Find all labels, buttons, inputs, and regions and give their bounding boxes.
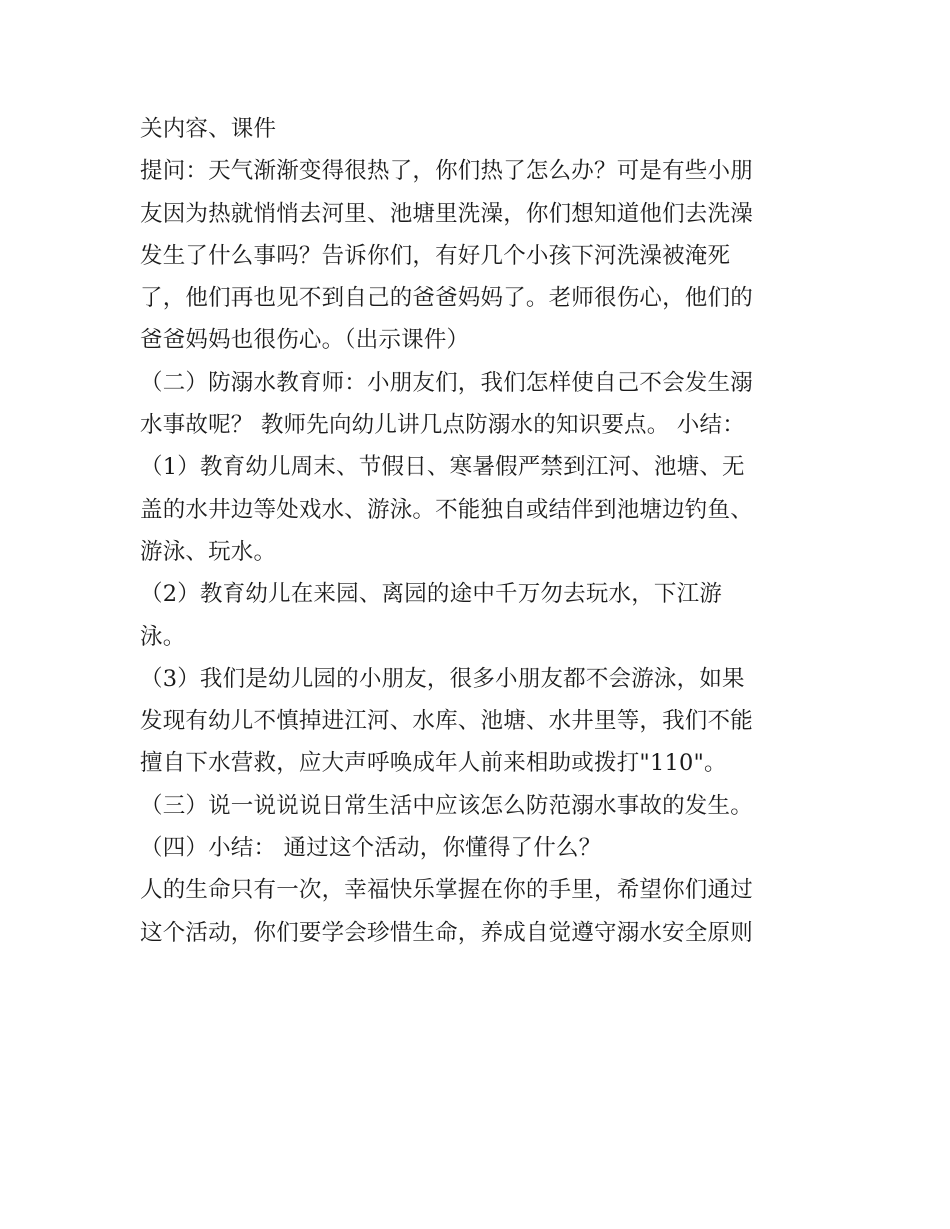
text-line: （三）说一说说说日常生活中应该怎么防范溺水事故的发生。 [140,792,753,819]
text-line: 擅自下水营救，应大声呼唤成年人前来相助或拨打"110"。 [140,750,727,777]
text-line: 游泳、玩水。 [140,538,277,565]
text-line: 发生了什么事吗？告诉你们，有好几个小孩下河洗澡被淹死 [140,242,731,269]
text-line: 人的生命只有一次，幸福快乐掌握在你的手里，希望你们通过 [140,877,753,904]
text-line: 提问：天气渐渐变得很热了，你们热了怎么办？可是有些小朋 [140,158,753,185]
text-line: 泳。 [140,623,186,650]
text-line: （1）教育幼儿周末、节假日、寒暑假严禁到江河、池塘、无 [140,454,745,481]
document-body [140,108,820,954]
text-line: 友因为热就悄悄去河里、池塘里洗澡，你们想知道他们去洗澡 [140,200,753,227]
text-line: 关内容、课件 [140,116,277,142]
text-line: （四）小结： 通过这个活动，你懂得了什么？ [140,835,602,862]
text-line: 水事故呢？ 教师先向幼儿讲几点防溺水的知识要点。 小结： [140,412,745,439]
text-line: 这个活动，你们要学会珍惜生命，养成自觉遵守溺水安全原则 [140,919,753,946]
text-line: （二）防溺水教育师：小朋友们，我们怎样使自己不会发生溺 [140,369,753,396]
text-line: 爸爸妈妈也很伤心。（出示课件） [140,327,470,354]
text-line: 了，他们再也见不到自己的爸爸妈妈了。老师很伤心，他们的 [140,285,753,312]
text-line: 盖的水井边等处戏水、游泳。不能独自或结伴到池塘边钓鱼、 [140,496,753,523]
text-line: 发现有幼儿不慎掉进江河、水库、池塘、水井里等，我们不能 [140,708,753,735]
text-line: （3）我们是幼儿园的小朋友，很多小朋友都不会游泳，如果 [140,665,745,692]
text-line: （2）教育幼儿在来园、离园的途中千万勿去玩水，下江游 [140,581,723,608]
